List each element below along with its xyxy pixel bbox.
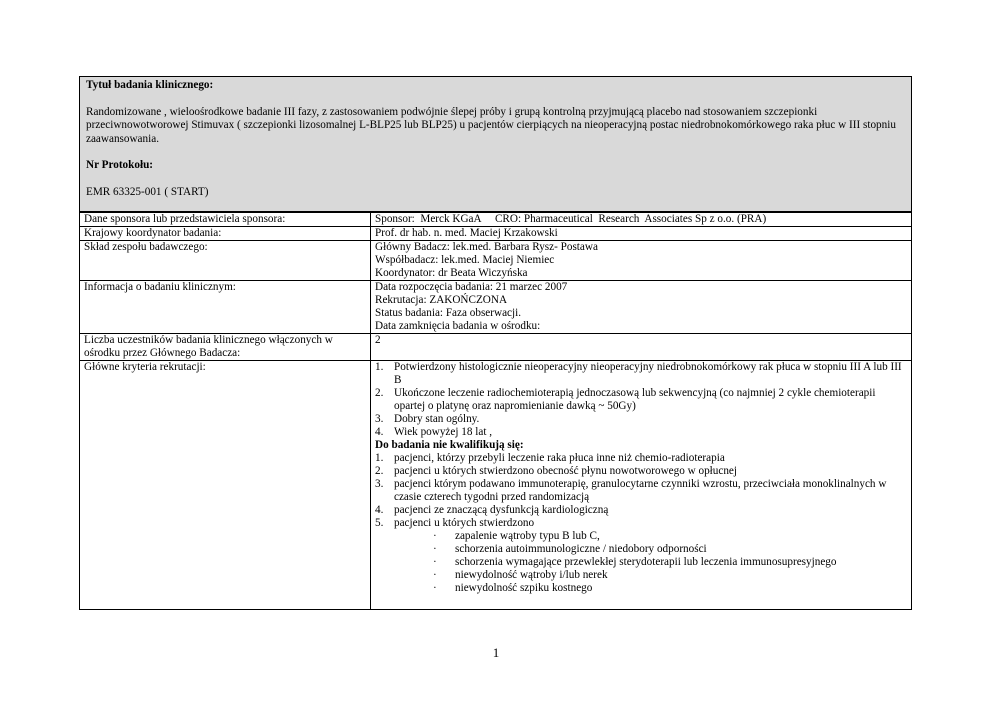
item-text: schorzenia autoimmunologiczne / niedobory odporności [455, 543, 707, 555]
list-item [375, 387, 907, 413]
protocol-label: Nr Protokołu: [86, 159, 154, 171]
item-number: 3. [375, 478, 384, 490]
item-text: Ukończone leczenie radiochemioterapią jednoczasową lub sekwencyjną (co najmniej 2 cykle chemioterapii opartej o platynę oraz napromienianie dawką ~ 50Gy) [394, 387, 876, 412]
list-item [433, 556, 907, 569]
list-item [375, 426, 907, 439]
table-row [80, 227, 912, 241]
participants-label-line: Liczba uczestników badania klinicznego włączonych w [84, 334, 333, 346]
list-item [375, 517, 907, 530]
info-line: Data rozpoczęcia badania: 21 marzec 2007 [375, 281, 568, 293]
item-number: 4. [375, 426, 384, 438]
item-number: 2. [375, 387, 384, 399]
item-text: pacjenci, którzy przebyli leczenie raka płuca inne niż chemio-radioterapia [394, 452, 725, 464]
list-item [375, 413, 907, 426]
condition-bullet-list [375, 530, 907, 595]
item-number: 3. [375, 413, 384, 425]
item-text: pacjenci u których stwierdzono obecność płynu nowotworowego w opłucnej [394, 465, 737, 477]
item-text: niewydolność wątroby i/lub nerek [455, 569, 608, 581]
list-item [375, 452, 907, 465]
item-text: pacjenci u których stwierdzono [394, 517, 535, 529]
info-label: Informacja o badaniu klinicznym: [80, 281, 371, 334]
protocol-value: EMR 63325-001 ( START) [86, 185, 209, 198]
item-text: Dobry stan ogólny. [394, 413, 480, 425]
list-item [375, 504, 907, 517]
bullet-icon: · [433, 530, 437, 542]
item-text: Wiek powyżej 18 lat , [394, 426, 493, 438]
team-line: Główny Badacz: lek.med. Barbara Rysz- Postawa [375, 241, 598, 253]
criteria-label: Główne kryteria rekrutacji: [80, 361, 371, 610]
item-text: niewydolność szpiku kostnego [455, 582, 593, 594]
team-label: Skład zespołu badawczego: [80, 241, 371, 281]
bullet-icon: · [433, 543, 437, 555]
title-text: Randomizowane , wieloośrodkowe badanie III fazy, z zastosowaniem podwójnie ślepej próby i grupą kontrolną przyjmującą placebo nad stosowaniem szczepionki przeciwnowotworowej Stimuvax ( szczepionki lizosomalnej L-BLP25 lub BLP25) u pacjentów cierpiących na nieoperacyjną postac niedrobnokomórkowego raka płuc w III stopniu zaawansowania. [86, 105, 896, 145]
list-item [375, 478, 907, 504]
item-text: pacjenci ze znaczącą dysfunkcją kardiologiczną [394, 504, 609, 516]
item-number: 1. [375, 361, 384, 373]
list-item [375, 465, 907, 478]
criteria-value [371, 361, 912, 610]
team-line: Koordynator: dr Beata Wiczyńska [375, 267, 528, 279]
bullet-icon: · [433, 569, 437, 581]
info-value [371, 281, 912, 334]
item-number: 2. [375, 465, 384, 477]
table-row [80, 241, 912, 281]
table-row [80, 334, 912, 361]
list-item [433, 530, 907, 543]
document-page [79, 76, 912, 610]
info-line: Data zamknięcia badania w ośrodku: [375, 320, 541, 332]
bullet-icon: · [433, 582, 437, 594]
list-item [433, 543, 907, 556]
item-text: zapalenie wątroby typu B lub C, [455, 530, 600, 542]
table-row [80, 281, 912, 334]
item-number: 5. [375, 517, 384, 529]
inclusion-list [375, 361, 907, 439]
list-item [375, 361, 907, 387]
study-title-box [79, 76, 912, 212]
list-item [433, 569, 907, 582]
page-number: 1 [492, 645, 500, 660]
item-text: pacjenci którym podawano immunoterapię, granulocytarne czynniki wzrostu, przeciwciała monoklinalnych w czasie czterech tygodni przed randomizacją [394, 478, 887, 503]
info-line: Rekrutacja: ZAKOŃCZONA [375, 294, 508, 306]
sponsor-value: Sponsor: Merck KGaA CRO: Pharmaceutical Research Associates Sp z o.o. (PRA) [371, 213, 912, 227]
participants-label [80, 334, 371, 361]
table-row [80, 213, 912, 227]
coordinator-label: Krajowy koordynator badania: [80, 227, 371, 241]
exclusion-list [375, 452, 907, 530]
exclusion-heading: Do badania nie kwalifikują się: [375, 439, 524, 451]
coordinator-value: Prof. dr hab. n. med. Maciej Krzakowski [371, 227, 912, 241]
item-number: 1. [375, 452, 384, 464]
team-value [371, 241, 912, 281]
study-info-table [79, 212, 912, 610]
item-number: 4. [375, 504, 384, 516]
team-line: Współbadacz: lek.med. Maciej Niemiec [375, 254, 555, 266]
info-line: Status badania: Faza obserwacji. [375, 307, 522, 319]
item-text: schorzenia wymagające przewlekłej sterydoterapii lub leczenia immunosupresyjnego [455, 556, 837, 568]
title-label: Tytuł badania klinicznego: [86, 79, 214, 91]
item-text: Potwierdzony histologicznie nieoperacyjny nieoperacyjny niedrobnokomórkowy rak płuca w stopniu III A lub III B [394, 361, 902, 386]
list-item [433, 582, 907, 595]
participants-value: 2 [371, 334, 912, 361]
table-row [80, 361, 912, 610]
sponsor-label: Dane sponsora lub przedstawiciela sponsora: [80, 213, 371, 227]
bullet-icon: · [433, 556, 437, 568]
participants-label-line: ośrodku przez Głównego Badacza: [84, 347, 241, 359]
